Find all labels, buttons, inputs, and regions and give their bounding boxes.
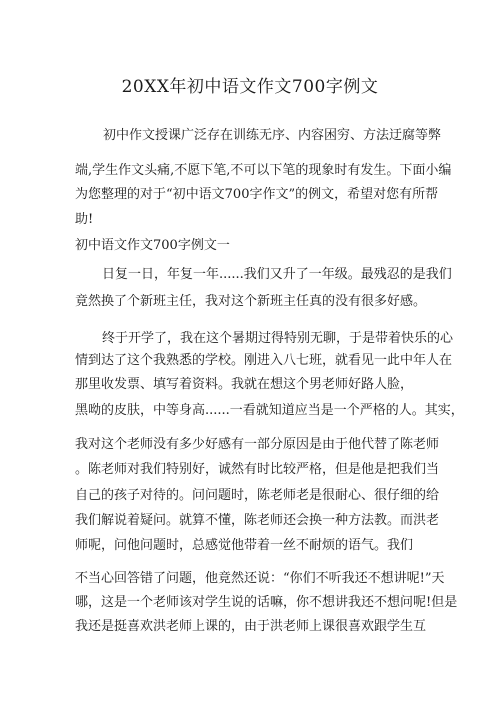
text-line: 。陈老师对我们特别好，诚然有时比较严格，但是他是把我们当: [75, 462, 440, 477]
text-line: 那里收发票、填写着资料。我就在想这个男老师好路人脸，: [75, 377, 414, 392]
text-line: 竟然换了个新班主任，我对这个新班主任真的没有很多好感。: [75, 294, 427, 309]
text-line: 终于开学了，我在这个暑期过得特别无聊，于是带着快乐的心: [102, 331, 454, 346]
text-line: 日复一日，年复一年......我们又升了一年级。最残忍的是我们: [102, 267, 452, 282]
text-line: 初中作文授课广泛存在训练无序、内容困穷、方法迂腐等弊: [103, 128, 442, 143]
text-line: 自己的孩子对待的。问问题时，陈老师老是很耐心、很仔细的给: [75, 488, 440, 503]
text-line: 师呢，问他问题时，总感觉他带着一丝不耐烦的语气。我们: [75, 538, 414, 553]
text-line: 情到达了这个我熟悉的学校。刚进入八七班，就看见一此中年人在: [75, 353, 453, 368]
text-line: 助!: [75, 212, 94, 227]
text-line: 为您整理的对于“初中语文700字作文”的例文，希望对您有所帮: [75, 187, 439, 202]
text-line: 我们解说着疑问。就算不懂，陈老师还会换一种方法教。而洪老: [75, 513, 440, 528]
text-line: 不当心回答错了问题，他竟然还说：“你们不听我还不想讲呢!”天: [75, 571, 445, 586]
text-line: 哪，这是一个老师该对学生说的话嘛，你不想讲我还不想问呢!但是: [75, 595, 458, 610]
text-line: 我对这个老师没有多少好感有一部分原因是由于他代替了陈老师: [75, 437, 440, 452]
text-line: 黑呦的皮肤，中等身高......一看就知道应当是一个严格的人。其实，: [75, 403, 464, 418]
section-title: 初中语文作文700字例文一: [75, 238, 230, 253]
text-line: 端,学生作文头痛,不愿下笔,不可以下笔的现象时有发生。下面小编: [75, 163, 452, 178]
document-title: 20XX年初中语文作文700字例文: [121, 77, 379, 97]
text-line: 我还是挺喜欢洪老师上课的，由于洪老师上课很喜欢跟学生互: [75, 619, 427, 634]
